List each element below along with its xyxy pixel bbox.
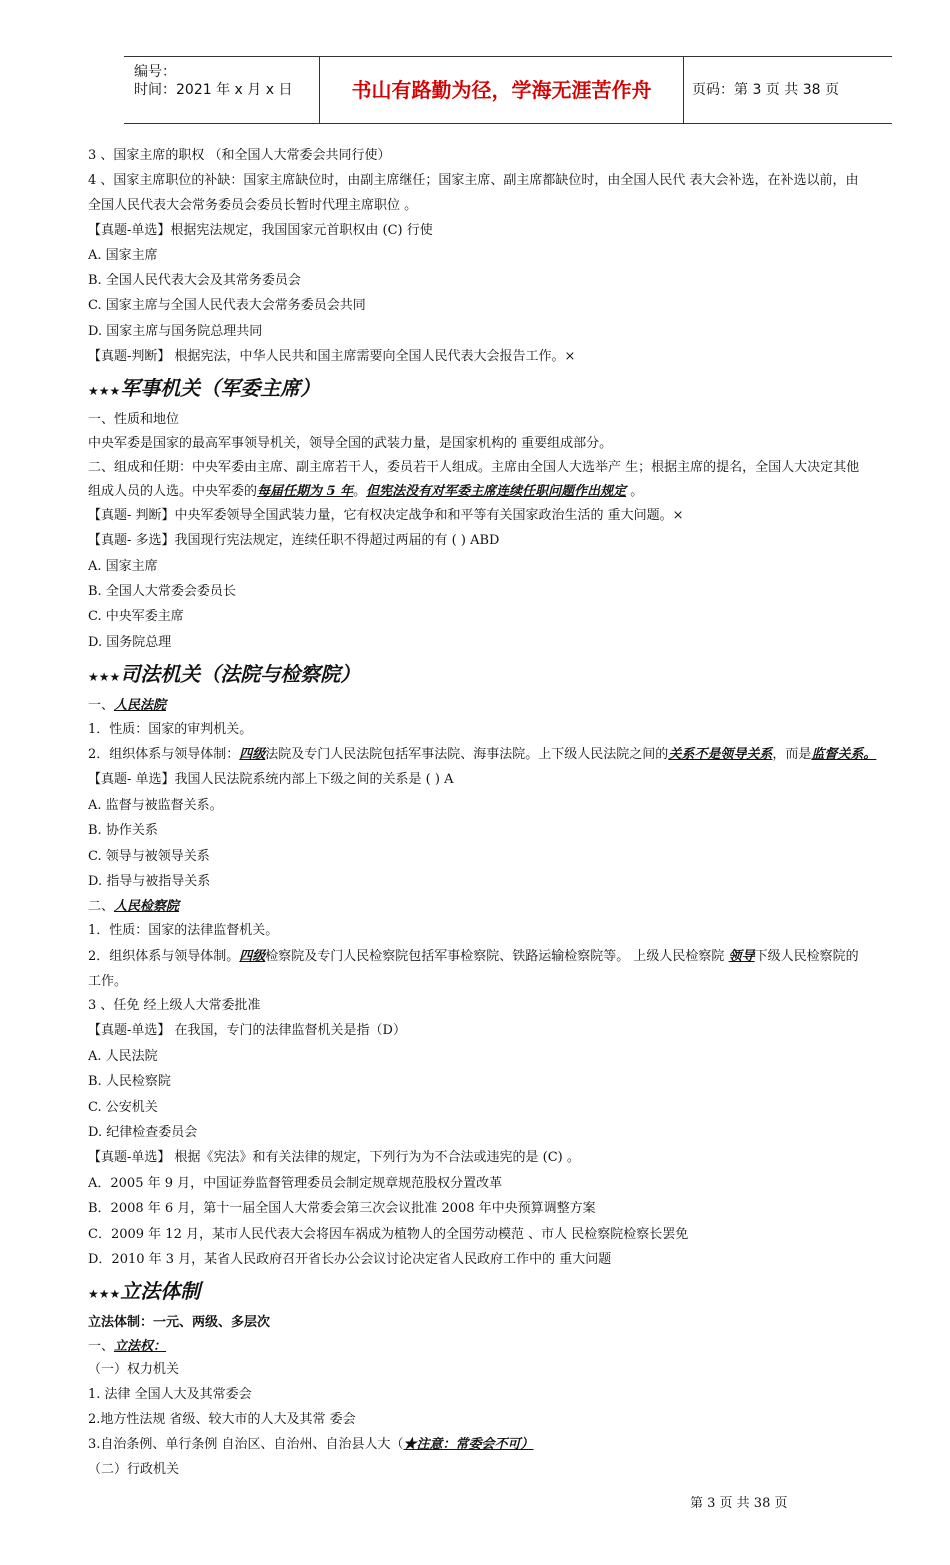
option-line: D. 国务院总理	[88, 635, 172, 650]
option-line: A. 监督与被监督关系。	[88, 798, 223, 813]
question-line: 【真题- 单选】我国人民法院系统内部上下级之间的关系是 ( ) A	[88, 772, 454, 787]
section-heading-judicial: ★★★司法机关（法院与检察院）	[88, 662, 361, 686]
text-line: 2．组织体系与领导体制：四级法院及专门人民法院包括军事法院、海事法院。上下级人民法院之间的关系不是领导关系，而是监督关系。	[88, 747, 877, 762]
text-line: 2.地方性法规 省级、较大市的人大及其常 委会	[88, 1412, 356, 1427]
option-line: C. 领导与被领导关系	[88, 849, 210, 864]
emphasis: 关系不是领导关系	[668, 747, 773, 762]
emphasis: 但宪法没有对军委主席连续任职问题作出规定	[366, 484, 627, 499]
option-line: A. 人民法院	[88, 1049, 158, 1064]
emphasis: 四级	[239, 747, 266, 762]
text-line: 4 、国家主席职位的补缺：国家主席缺位时，由副主席继任；国家主席、副主席都缺位时，由全国人民代 表大会补选，在补选以前，由	[88, 173, 859, 188]
option-line: C．2009 年 12 月，某市人民代表大会将因车祸成为植物人的全国劳动模范 、市人 民检察院检察长罢免	[88, 1227, 689, 1242]
text-line: 一、性质和地位	[88, 412, 180, 427]
emphasis: 四级	[239, 949, 266, 964]
subheading: 立法体制：一元、两级、多层次	[88, 1315, 271, 1330]
text-line: 3 、国家主席的职权 （和全国人大常委会共同行使）	[88, 148, 391, 163]
number-label: 编号：	[134, 64, 176, 80]
option-line: D. 指导与被指导关系	[88, 874, 211, 889]
text-line: 一、人民法院	[88, 698, 167, 713]
stars: ★★★	[88, 670, 121, 684]
page-footer: 第 3 页 共 38 页	[690, 1496, 788, 1511]
option-line: D．2010 年 3 月，某省人民政府召开省长办公会议讨论决定省人民政府工作中的 重大问题	[88, 1252, 612, 1267]
option-line: B．2008 年 6 月，第十一届全国人大常委会第三次会议批准 2008 年中央预算调整方案	[88, 1201, 596, 1216]
emphasis: 监督关系。	[811, 747, 877, 762]
option-line: B. 全国人大常委会委员长	[88, 584, 236, 599]
section-heading-military: ★★★军事机关（军委主席）	[88, 376, 321, 400]
text-line: 2．组织体系与领导体制。四级检察院及专门人民检察院包括军事检察院、铁路运输检察院等。 上级人民检察院 领导下级人民检察院的	[88, 949, 859, 964]
stars: ★★★	[88, 384, 121, 398]
text-line: （二）行政机关	[88, 1462, 180, 1477]
text-line: 组成人员的人选。中央军委的每届任期为 5 年。但宪法没有对军委主席连续任职问题作出规定 。	[88, 484, 644, 499]
option-line: A．2005 年 9 月，中国证券监督管理委员会制定规章规范股权分置改革	[88, 1176, 503, 1191]
option-line: C. 中央军委主席	[88, 609, 184, 624]
text-line: 全国人民代表大会常务委员会委员长暂时代理主席职位 。	[88, 198, 418, 213]
option-line: A. 国家主席	[88, 559, 158, 574]
question-line: 【真题- 判断】中央军委领导全国武装力量，它有权决定战争和和平等有关国家政治生活的 重大问题。×	[88, 508, 684, 523]
option-line: A. 国家主席	[88, 248, 158, 263]
option-line: C. 国家主席与全国人民代表大会常务委员会共同	[88, 298, 366, 313]
stars: ★★★	[88, 1287, 121, 1301]
question-line: 【真题-判断】 根据宪法，中华人民共和国主席需要向全国人民代表大会报告工作。×	[88, 349, 576, 364]
text-line: 1．性质：国家的审判机关。	[88, 722, 253, 737]
option-line: C. 公安机关	[88, 1100, 158, 1115]
question-line: 【真题-单选】 在我国，专门的法律监督机关是指（D）	[88, 1023, 406, 1038]
text-line: 3 、任免 经上级人大常委批准	[88, 998, 261, 1013]
question-line: 【真题-单选】 根据《宪法》和有关法律的规定，下列行为为不合法或违宪的是 (C) 。	[88, 1150, 580, 1165]
emphasis: 人民检察院	[114, 899, 180, 914]
option-line: B. 全国人民代表大会及其常务委员会	[88, 273, 301, 288]
text-line: 3.自治条例、单行条例 自治区、自治州、自治县人大（★注意：常委会不可）	[88, 1437, 534, 1452]
emphasis: ★注意：常委会不可）	[403, 1437, 534, 1452]
emphasis: 立法权：	[114, 1339, 167, 1354]
emphasis: 每届任期为 5 年	[257, 484, 354, 499]
option-line: B. 协作关系	[88, 823, 158, 838]
section-heading-legislative: ★★★立法体制	[88, 1279, 201, 1303]
text-line: 一、立法权：	[88, 1339, 167, 1354]
text-line: 1．性质：国家的法律监督机关。	[88, 923, 279, 938]
motto: 书山有路勤为径，学海无涯苦作舟	[320, 57, 684, 123]
emphasis: 人民法院	[114, 698, 167, 713]
text-line: 二、组成和任期：中央军委由主席、副主席若干人，委员若干人组成。主席由全国人大选举产 生；根据主席的提名，全国人大决定其他	[88, 460, 860, 475]
option-line: D. 国家主席与国务院总理共同	[88, 324, 263, 339]
header-meta	[124, 57, 320, 123]
question-line: 【真题-单选】根据宪法规定，我国国家元首职权由 (C) 行使	[88, 223, 433, 238]
text-line: 二、人民检察院	[88, 899, 180, 914]
text-line: 中央军委是国家的最高军事领导机关，领导全国的武装力量，是国家机构的 重要组成部分。	[88, 436, 613, 451]
question-line: 【真题- 多选】我国现行宪法规定，连续任职不得超过两届的有 ( ) ABD	[88, 533, 500, 548]
header-table	[124, 56, 892, 124]
page-info: 页码：第 3 页 共 38 页	[692, 82, 839, 98]
text-line: 1. 法律 全国人大及其常委会	[88, 1387, 252, 1402]
option-line: D. 纪律检查委员会	[88, 1125, 198, 1140]
option-line: B. 人民检察院	[88, 1074, 171, 1089]
text-line: （一）权力机关	[88, 1362, 180, 1377]
emphasis: 领导	[728, 949, 755, 964]
time-label: 时间：2021 年 x 月 x 日	[134, 82, 293, 98]
text-line: 工作。	[88, 974, 128, 989]
